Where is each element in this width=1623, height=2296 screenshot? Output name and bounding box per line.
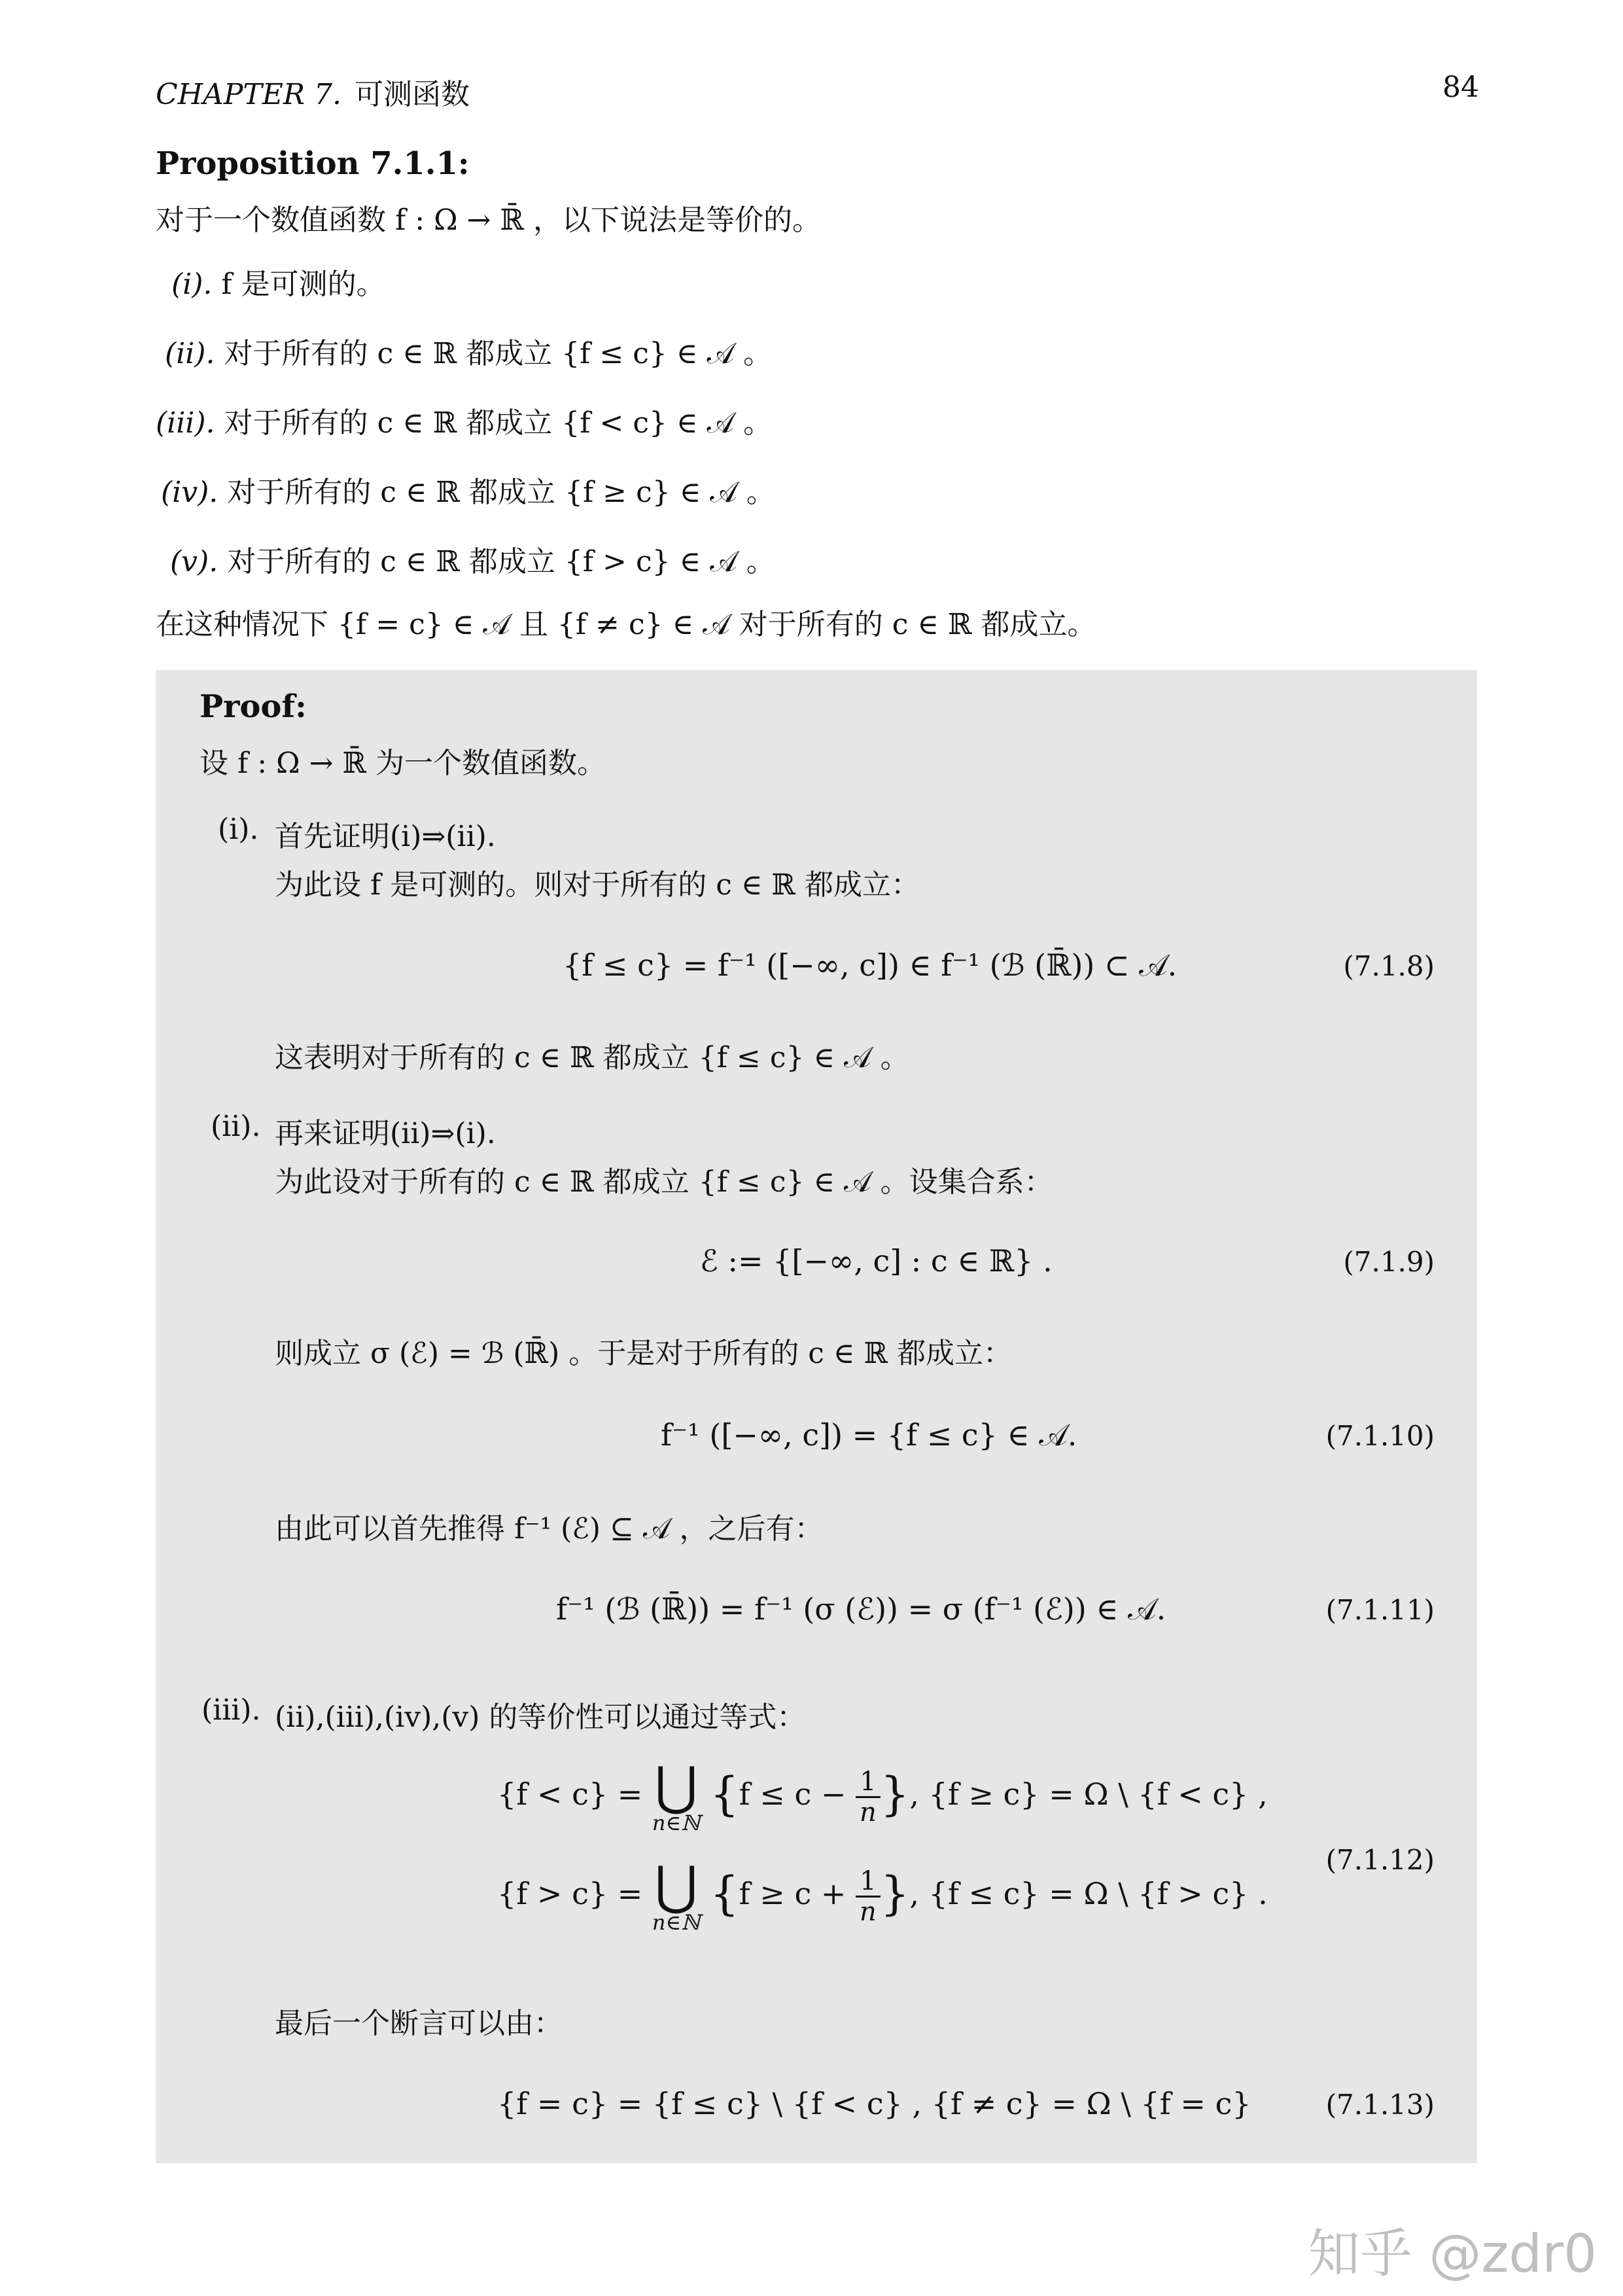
eq-part: , {f ≥ c} = Ω \ {f < c} , [909,1776,1268,1812]
watermark: 知乎 @zdr0 [1308,2223,1597,2284]
step-label: (ii). [211,1110,261,1143]
fraction-numerator: 1 [856,1767,881,1798]
equation: f⁻¹ (ℬ (ℝ̄)) = f⁻¹ (σ (ℰ)) = σ (f⁻¹ (ℰ)) ∈ 𝒜. [556,1591,1166,1627]
equation: {f ≤ c} = f⁻¹ ([−∞, c]) ∈ f⁻¹ (ℬ (ℝ̄)) ⊂ 𝒜. [563,947,1178,983]
step-text: 最后一个断言可以由： [275,2007,563,2040]
page-number: 84 [1442,71,1479,104]
step-text: 为此设 f 是可测的。则对于所有的 c ∈ ℝ 都成立： [275,868,920,902]
equation-number: (7.1.13) [1325,2089,1435,2121]
proposition-title: Proposition 7.1.1: [156,145,470,182]
fraction-numerator: 1 [856,1867,881,1898]
item-label: (ii). [165,337,215,370]
running-header [156,71,470,113]
proposition-item [161,468,775,510]
eq-part: {f > c} = [497,1876,643,1911]
step-text: 这表明对于所有的 c ∈ ℝ 都成立 {f ≤ c} ∈ 𝒜 。 [275,1041,909,1074]
item-label: (v). [170,545,218,578]
step-text: 为此设对于所有的 c ∈ ℝ 都成立 {f ≤ c} ∈ 𝒜 。设集合系： [275,1165,1053,1199]
union-subscript: n∈ℕ [652,1910,701,1935]
union-subscript: n∈ℕ [652,1810,701,1835]
item-text: 对于所有的 c ∈ ℝ 都成立 {f < c} ∈ 𝒜 。 [224,406,773,440]
equation-number: (7.1.12) [1325,1844,1435,1876]
item-text: 对于所有的 c ∈ ℝ 都成立 {f ≥ c} ∈ 𝒜 。 [227,476,775,509]
chapter-title: 可测函数 [354,78,470,111]
step-text: 由此可以首先推得 f⁻¹ (ℰ) ⊆ 𝒜 ，之后有： [275,1512,824,1545]
proof-intro: 设 f : Ω → ℝ̄ 为一个数值函数。 [200,747,606,780]
step-label: (i). [218,813,259,846]
proposition-item [156,399,772,441]
proof-title: Proof: [200,688,307,725]
equation-row: {f > c} = ⋃ n∈ℕ {f ≥ c + $\frac{1}{n}$ }, {f ≤ c} = Ω \ {f > c} . [497,1855,1268,1935]
proposition-item [165,330,772,372]
proposition-conclusion: 在这种情况下 {f = c} ∈ 𝒜 且 {f ≠ c} ∈ 𝒜 对于所有的 c ∈ ℝ 都成立。 [156,608,1096,641]
item-text: f 是可测的。 [221,268,385,301]
equation: {f = c} = {f ≤ c} \ {f < c} , {f ≠ c} = Ω \ {f = c} [497,2086,1251,2121]
step-heading: 首先证明(i)⇒(ii). [275,820,496,853]
item-label: (iii). [156,406,215,440]
proposition-item [171,260,385,302]
item-label: (iv). [161,476,218,509]
fraction-denominator: n [860,1896,877,1927]
chapter-label: CHAPTER 7. [156,78,341,111]
fraction [856,1867,881,1926]
step-label: (iii). [201,1693,261,1727]
union-symbol: ⋃ n∈ℕ [652,1855,701,1935]
step-text: 则成立 σ (ℰ) = ℬ (ℝ̄) 。于是对于所有的 c ∈ ℝ 都成立： [275,1337,1013,1370]
fraction-denominator: n [860,1797,877,1828]
eq-part: {f < c} = [497,1776,643,1812]
union-symbol: ⋃ n∈ℕ [652,1756,701,1835]
item-label: (i). [171,268,213,301]
proposition-intro: 对于一个数值函数 f : Ω → ℝ̄ ，以下说法是等价的。 [156,203,821,237]
equation-number: (7.1.10) [1325,1420,1435,1452]
item-text: 对于所有的 c ∈ ℝ 都成立 {f > c} ∈ 𝒜 。 [227,545,775,578]
item-text: 对于所有的 c ∈ ℝ 都成立 {f ≤ c} ∈ 𝒜 。 [224,337,773,370]
eq-part: f ≥ c + [739,1876,846,1911]
equation: ℰ := {[−∞, c] : c ∈ ℝ} . [700,1243,1053,1279]
step-heading: (ii),(iii),(iv),(v) 的等价性可以通过等式： [275,1701,806,1734]
equation-number: (7.1.9) [1343,1246,1435,1278]
equation: f⁻¹ ([−∞, c]) = {f ≤ c} ∈ 𝒜. [661,1417,1077,1453]
proposition-item [170,538,775,580]
equation-row: {f < c} = ⋃ n∈ℕ {f ≤ c − $\frac{1}{n}$ }, {f ≥ c} = Ω \ {f < c} , [497,1756,1268,1835]
fraction [856,1767,881,1827]
eq-part: f ≤ c − [739,1776,846,1812]
equation-number: (7.1.11) [1325,1594,1435,1626]
equation-number: (7.1.8) [1343,950,1435,982]
step-heading: 再来证明(ii)⇒(i). [275,1117,496,1150]
eq-part: , {f ≤ c} = Ω \ {f > c} . [909,1876,1268,1911]
